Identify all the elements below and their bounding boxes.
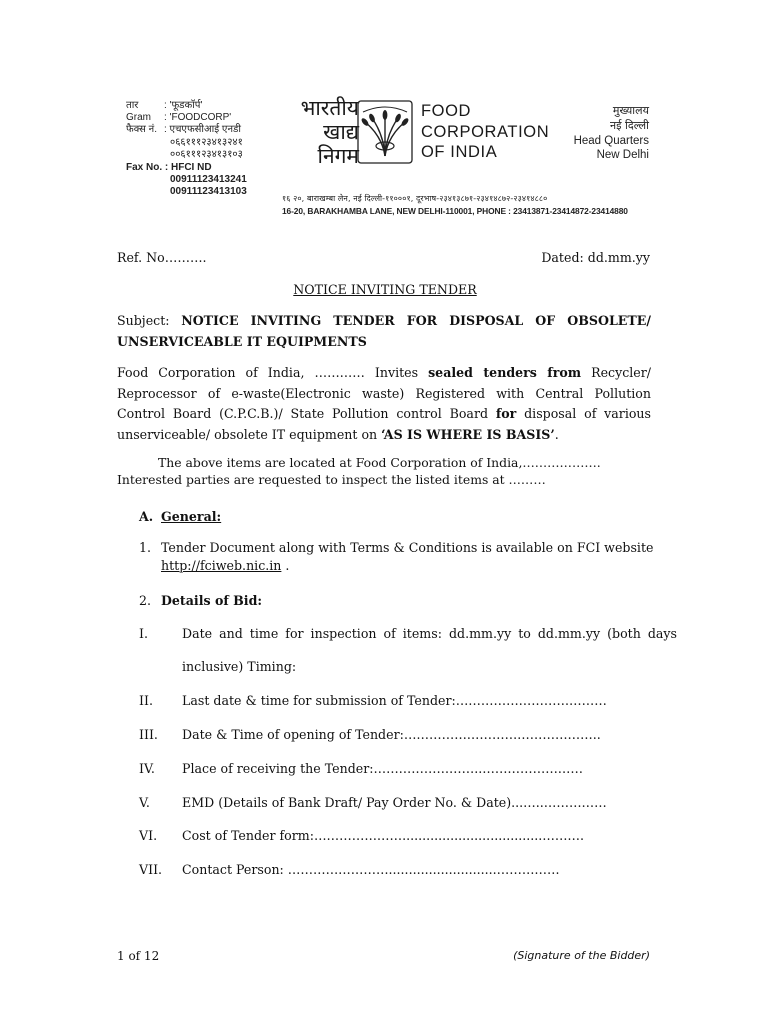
- location-line-2: Interested parties are requested to inspect the listed items at ………: [117, 472, 546, 487]
- detail-row-text: Date & Time of opening of Tender:………………………………………..: [182, 727, 601, 742]
- fax-value-hindi: : एचएफसीआई एनडी: [164, 124, 241, 136]
- head-quarters-block: [563, 104, 649, 163]
- fax-label-hindi: फैक्स नं.: [126, 124, 157, 136]
- org-name-hindi-line-1: भारतीय: [300, 96, 359, 120]
- subject-line: [117, 311, 651, 352]
- detail-row-numeral: VI.: [139, 828, 158, 843]
- fax-number-2: 00911123413103: [170, 186, 247, 198]
- section-a-label: A.: [139, 509, 154, 524]
- notice-title: [0, 280, 770, 301]
- detail-row-numeral: V.: [139, 795, 150, 810]
- list-item-1: [139, 539, 659, 574]
- detail-row-numeral: I.: [139, 626, 148, 641]
- fax-number-1: 00911123413241: [170, 174, 247, 186]
- detail-row-text: Cost of Tender form:…………………...................................……….: [182, 828, 585, 843]
- hq-hindi-line-2: नई दिल्ली: [610, 118, 649, 132]
- org-name-hindi-line-2: खाद्य: [323, 120, 359, 144]
- notice-title-text: NOTICE INVITING TENDER: [293, 282, 477, 297]
- detail-row-text: Date and time for inspection of items: dd.mm.yy to dd.mm.yy (both days: [182, 626, 677, 641]
- intro-text-2: Recycler/ Reprocessor of e-waste(Electronic waste) Registered with Central Pollution Control Board (C.P.C.B.)/ State Pollution control Board: [117, 365, 651, 421]
- detail-row-numeral: VII.: [139, 862, 163, 877]
- location-paragraph: [117, 454, 651, 488]
- page-number: 1 of 12: [117, 949, 160, 963]
- hq-english-line-1: Head Quarters: [573, 134, 649, 147]
- section-a-heading: [139, 507, 221, 528]
- detail-row-text: Place of receiving the Tender:……………………..……………………: [182, 761, 583, 776]
- signature-of-bidder: (Signature of the Bidder): [513, 949, 650, 962]
- intro-bold-3: ‘AS IS WHERE IS BASIS’: [381, 426, 555, 442]
- detail-row-text: EMD (Details of Bank Draft/ Pay Order No. & Date)...…..……………: [182, 795, 607, 810]
- fax-number-hindi-2: ००६१११२३४१३१०३: [170, 148, 243, 160]
- location-line-1: The above items are located at Food Corporation of India,……………….: [158, 455, 601, 470]
- telegram-value-hindi: : 'फूडकॉर्प': [164, 100, 203, 111]
- address-english: 16-20, BARAKHAMBA LANE, NEW DELHI-110001, PHONE : 23413871-23414872-23414880: [282, 206, 628, 216]
- subject-text: NOTICE INVITING TENDER FOR DISPOSAL OF OBSOLETE/ UNSERVICEABLE IT EQUIPMENTS: [117, 313, 651, 349]
- detail-row-text-continued: inclusive) Timing:: [182, 659, 297, 674]
- detail-row-text: Contact Person: ……………………...........................……………: [182, 862, 560, 877]
- ref-number: Ref. No……….: [117, 250, 207, 265]
- intro-text-1: Food Corporation of India, ………… Invites: [117, 365, 429, 380]
- letterhead-contact-block: [126, 100, 276, 199]
- org-name-english-line-1: FOOD: [421, 102, 472, 120]
- org-name-hindi-line-3: निगम: [317, 144, 359, 168]
- letterhead: [0, 0, 770, 225]
- intro-text-3: disposal of various unserviceable/ obsolete IT equipment on: [117, 406, 651, 442]
- list-item-1-after: .: [281, 557, 290, 573]
- intro-text-4: .: [554, 426, 559, 442]
- telegram-label-hindi: तार: [126, 100, 139, 111]
- gram-value: : 'FOODCORP': [164, 112, 232, 124]
- dated: Dated: dd.mm.yy: [541, 250, 650, 265]
- section-a-title: General:: [161, 509, 222, 524]
- letterhead-address: [282, 193, 662, 217]
- fax-number-hindi-1: ०६६१११२३४१३२४१: [170, 136, 243, 148]
- detail-row-numeral: IV.: [139, 761, 155, 776]
- detail-row-numeral: II.: [139, 693, 153, 708]
- list-item-2: [139, 591, 262, 612]
- org-name-hindi: [279, 96, 359, 168]
- list-item-2-title: Details of Bid:: [161, 593, 263, 608]
- fax-label: Fax No. : HFCI ND: [126, 162, 212, 174]
- detail-row-text: Last date & time for submission of Tender:………………………………: [182, 693, 607, 708]
- hq-english-line-2: New Delhi: [596, 149, 649, 162]
- intro-bold-2: for: [495, 406, 517, 421]
- subject-prefix: Subject:: [117, 313, 182, 328]
- hq-hindi-line-1: मुख्यालय: [612, 104, 649, 117]
- gram-label: Gram: [126, 112, 151, 124]
- detail-row-numeral: III.: [139, 727, 158, 742]
- list-item-2-number: 2.: [139, 593, 152, 608]
- org-name-english-line-2: CORPORATION: [421, 122, 550, 141]
- address-hindi: १६ २०, बाराखम्बा लेन, नई दिल्ली-११०००१, दूरभाष-२३४१३८७१-२३४१४८७२-२३४१४८८०: [282, 194, 548, 203]
- org-name-english: [421, 101, 549, 163]
- list-item-1-text: Tender Document along with Terms & Conditions is available on FCI website: [161, 540, 654, 555]
- intro-paragraph: [117, 363, 651, 445]
- org-name-english-line-3: OF INDIA: [421, 143, 498, 161]
- fci-emblem-icon: [357, 100, 413, 164]
- list-item-1-number: 1.: [139, 540, 152, 555]
- fci-website-link[interactable]: http://fciweb.nic.in: [161, 557, 282, 573]
- intro-bold-1: sealed tenders from: [428, 365, 582, 380]
